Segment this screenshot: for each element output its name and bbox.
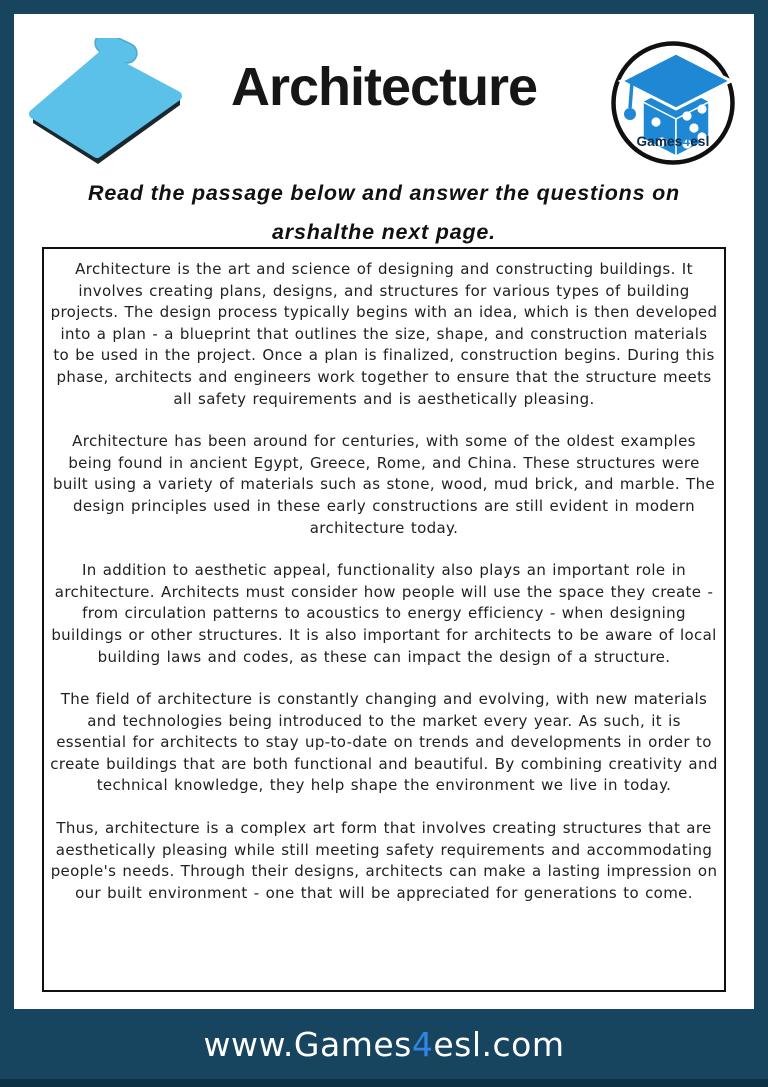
site-url-prefix: www.Games xyxy=(203,1024,412,1064)
logo-wordmark-number: 4 xyxy=(682,134,691,149)
footer-bar xyxy=(0,1009,768,1079)
page-title: Architecture xyxy=(230,57,538,117)
logo-wordmark xyxy=(610,134,736,149)
site-url-suffix: esl.com xyxy=(433,1024,565,1064)
passage-paragraph-3: In addition to aesthetic appeal, functionality also plays an important role in architecture. Architects must consider how people will use the space they create - from circulation patterns to acoustics to energy efficiency - when designing buildings or other structures. It is also important for architects to be aware of local building laws and codes, as these can impact the design of a structure. xyxy=(51,561,717,666)
instruction-text: Read the passage below and answer the questions on arshalthe next page. xyxy=(88,181,680,244)
games4esl-logo xyxy=(610,40,736,166)
logo-wordmark-prefix: Games xyxy=(636,134,683,149)
passage-paragraph-1: Architecture is the art and science of designing and constructing buildings. It involves creating plans, designs, and structures for various types of building projects. The design process typically begins with an idea, which is then developed into a plan - a blueprint that outlines the size, shape, and construction materials to be used in the project. Once a plan is finalized, construction begins. During this phase, architects and engineers work together to ensure that the structure meets all safety requirements and is aesthetically pleasing. xyxy=(50,260,718,408)
site-url-number: 4 xyxy=(411,1024,434,1064)
site-url xyxy=(203,1025,564,1064)
instruction-line2: the next page. xyxy=(340,220,496,244)
instruction-line1: Read the passage below and answer the questions on xyxy=(88,181,680,205)
passage-paragraph-5: Thus, architecture is a complex art form that involves creating structures that are aesthetically pleasing while still meeting safety requirements and accommodating people's needs. Through their designs, architects can make a lasting impression on our built environment - one that will be appreciated for generations to come. xyxy=(50,819,718,902)
passage-paragraph-4: The field of architecture is constantly changing and evolving, with new materials and technologies being introduced to the market every year. As such, it is essential for architects to stay up-to-date on trends and developments in order to create buildings that are both functional and beautiful. By combining creativity and technical knowledge, they help shape the environment we live in today. xyxy=(50,690,718,795)
header xyxy=(14,14,754,168)
logo-wordmark-suffix: esl xyxy=(690,134,710,149)
bottom-edge-strip xyxy=(0,1079,768,1087)
worksheet-page xyxy=(14,14,754,1009)
passage-paragraph-2: Architecture has been around for centuries, with some of the oldest examples being found in ancient Egypt, Greece, Rome, and China. These structures were built using a variety of materials such as stone, wood, mud brick, and marble. The design principles used in these early constructions are still evident in modern architecture today. xyxy=(52,432,716,537)
passage-box xyxy=(42,247,726,992)
